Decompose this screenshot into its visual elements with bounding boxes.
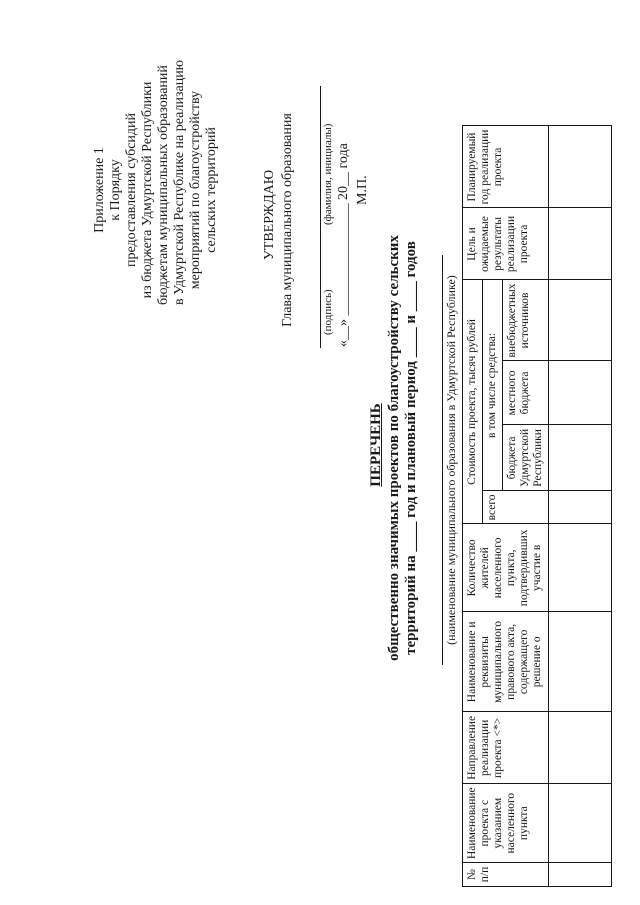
appendix-line: Приложение 1 <box>92 147 107 233</box>
appendix-line: сельских территорий <box>204 127 219 253</box>
table-cell <box>549 425 612 491</box>
projects-table-container <box>462 0 632 887</box>
header-goal: Цель и ожидаемые результаты реализации проекта <box>463 208 549 280</box>
table-cell <box>549 208 612 280</box>
header-year: Планируемый год реализации проекта <box>463 126 549 208</box>
appendix-line: предоставления субсидий <box>124 112 139 268</box>
header-num: № п/п <box>463 863 549 887</box>
table-cell <box>549 524 612 612</box>
table-cell <box>549 361 612 425</box>
header-cost-extrabudget: внебюджетных источников <box>503 280 549 361</box>
appendix-line: бюджетам муниципальных образований <box>156 65 171 305</box>
table-cell <box>549 491 612 524</box>
name-caption: (фамилия, инициалы) <box>322 123 334 225</box>
appendix-line: мероприятий по благоустройству <box>188 90 203 290</box>
table-cell <box>549 863 612 887</box>
header-cost-local: местного бюджета <box>503 361 549 425</box>
list-subtitle-line-2: территорий на ____ год и плановый период ____ и ____ годов <box>403 241 419 655</box>
header-direction: Направление реализации проекта <*> <box>463 712 549 784</box>
table-cell <box>549 712 612 784</box>
approval-title: УТВЕРЖДАЮ <box>262 169 277 261</box>
table-cell <box>549 612 612 712</box>
appendix-line: в Удмуртской Республике на реализацию <box>172 59 187 305</box>
header-cost-including: в том числе средства: <box>483 280 503 491</box>
table-row <box>549 126 612 887</box>
appendix-line: к Порядку <box>108 159 123 221</box>
signature-line <box>320 86 321 348</box>
table-cell <box>549 280 612 361</box>
header-cost-total: всего <box>483 491 549 524</box>
appendix-note <box>92 59 220 305</box>
appendix-line: из бюджета Удмуртской Республики <box>140 81 155 299</box>
projects-table <box>462 125 612 887</box>
header-project-name: Наименование проекта с указанием населенного пункта <box>463 784 549 863</box>
header-cost-republic: бюджета Удмуртской Республики <box>503 425 549 491</box>
approval-date-line: «__» ________________ 20__ года <box>336 143 351 347</box>
municipality-line <box>442 255 443 665</box>
municipality-caption: (наименование муниципального образования в Удмуртской Республике) <box>444 275 458 645</box>
list-subtitle-line-1: общественно значимых проектов по благоустройству сельских <box>386 235 402 661</box>
header-legal-act: Наименование и реквизиты муниципального правового акта, содержащего решение о <box>463 612 549 712</box>
stamp-place: М.П. <box>355 175 370 205</box>
header-residents: Количество жителей населенного пункта, подтвердивших участие в <box>463 524 549 612</box>
approval-position: Глава муниципального образования <box>280 113 295 327</box>
header-cost: Стоимость проекта, тысяч рублей <box>463 280 483 524</box>
table-cell <box>549 784 612 863</box>
signature-caption: (подпись) <box>322 289 334 335</box>
list-title: ПЕРЕЧЕНЬ <box>368 403 384 487</box>
table-cell <box>549 126 612 208</box>
